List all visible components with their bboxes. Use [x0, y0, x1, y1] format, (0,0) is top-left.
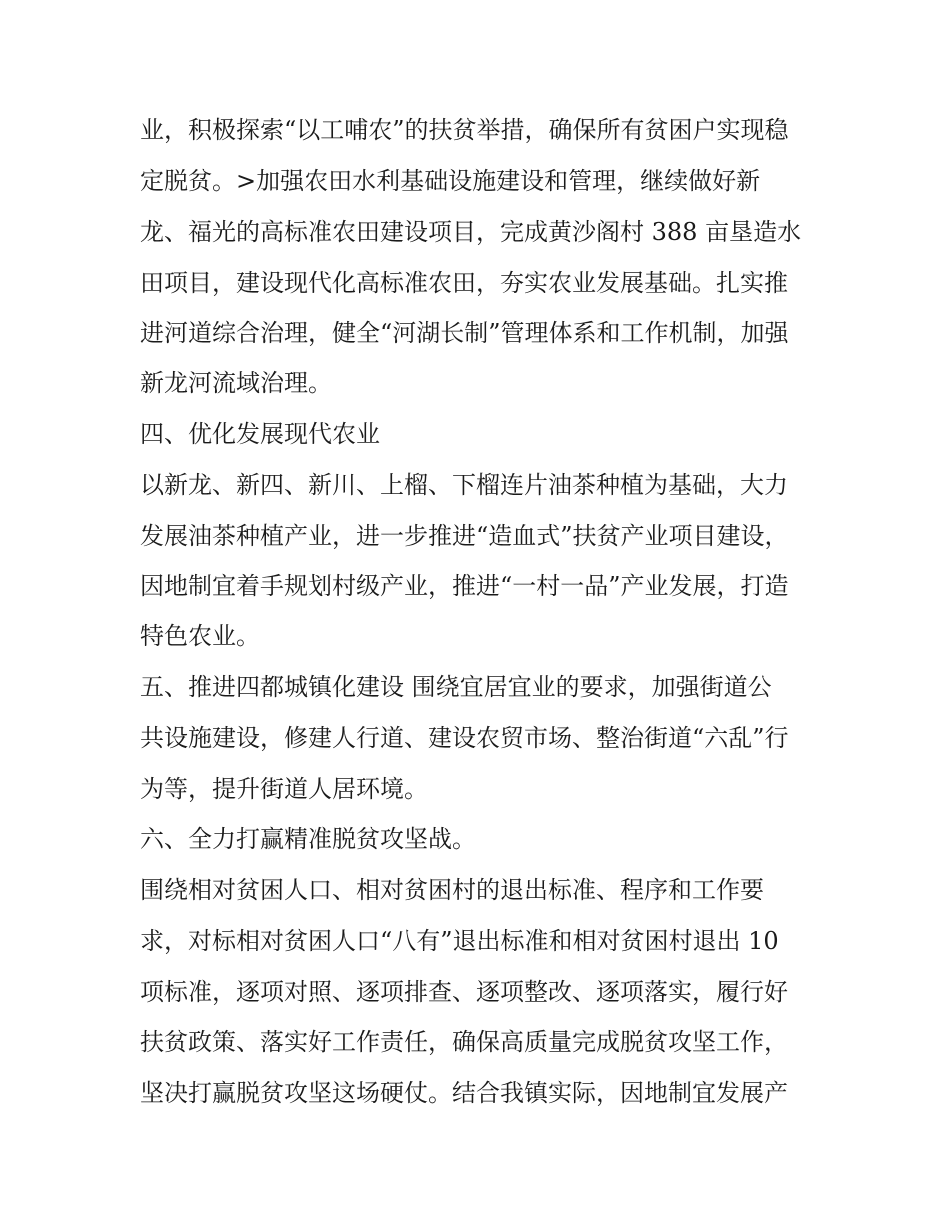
- text-line: 业，积极探索“以工哺农”的扶贫举措，确保所有贫困户实现稳: [140, 116, 789, 144]
- section-heading: 四、优化发展现代农业: [140, 420, 380, 448]
- text-line: 求，对标相对贫困人口“八有”退出标准和相对贫困村退出 10: [140, 927, 779, 955]
- text-line: 扶贫政策、落实好工作责任，确保高质量完成脱贫攻坚工作，: [140, 1028, 788, 1056]
- text-line: 田项目，建设现代化高标准农田，夯实农业发展基础。扎实推: [140, 269, 788, 297]
- text-line: 为等，提升街道人居环境。: [140, 775, 428, 803]
- text-line: 龙、福光的高标准农田建设项目，完成黄沙阁村 388 亩垦造水: [140, 218, 802, 246]
- text-line: 特色农业。: [140, 622, 260, 650]
- text-line: 进河道综合治理，健全“河湖长制”管理体系和工作机制，加强: [140, 319, 789, 347]
- text-line: 五、推进四都城镇化建设 围绕宜居宜业的要求，加强街道公: [140, 673, 772, 701]
- text-line: 新龙河流域治理。: [140, 369, 332, 397]
- text-line: 共设施建设，修建人行道、建设农贸市场、整治街道“六乱”行: [140, 724, 789, 752]
- text-line: 项标准，逐项对照、逐项排查、逐项整改、逐项落实，履行好: [140, 978, 788, 1006]
- section-heading: 六、全力打赢精准脱贫攻坚战。: [140, 825, 476, 853]
- text-line: 坚决打赢脱贫攻坚这场硬仗。结合我镇实际，因地制宜发展产: [140, 1079, 788, 1107]
- text-line: 以新龙、新四、新川、上榴、下榴连片油茶种植为基础，大力: [140, 471, 788, 499]
- text-line: 定脱贫。>加强农田水利基础设施建设和管理，继续做好新: [140, 167, 761, 195]
- text-line: 因地制宜着手规划村级产业，推进“一村一品”产业发展，打造: [140, 572, 789, 600]
- text-line: 发展油茶种植产业，进一步推进“造血式”扶贫产业项目建设，: [140, 522, 789, 550]
- text-line: 围绕相对贫困人口、相对贫困村的退出标准、程序和工作要: [140, 876, 764, 904]
